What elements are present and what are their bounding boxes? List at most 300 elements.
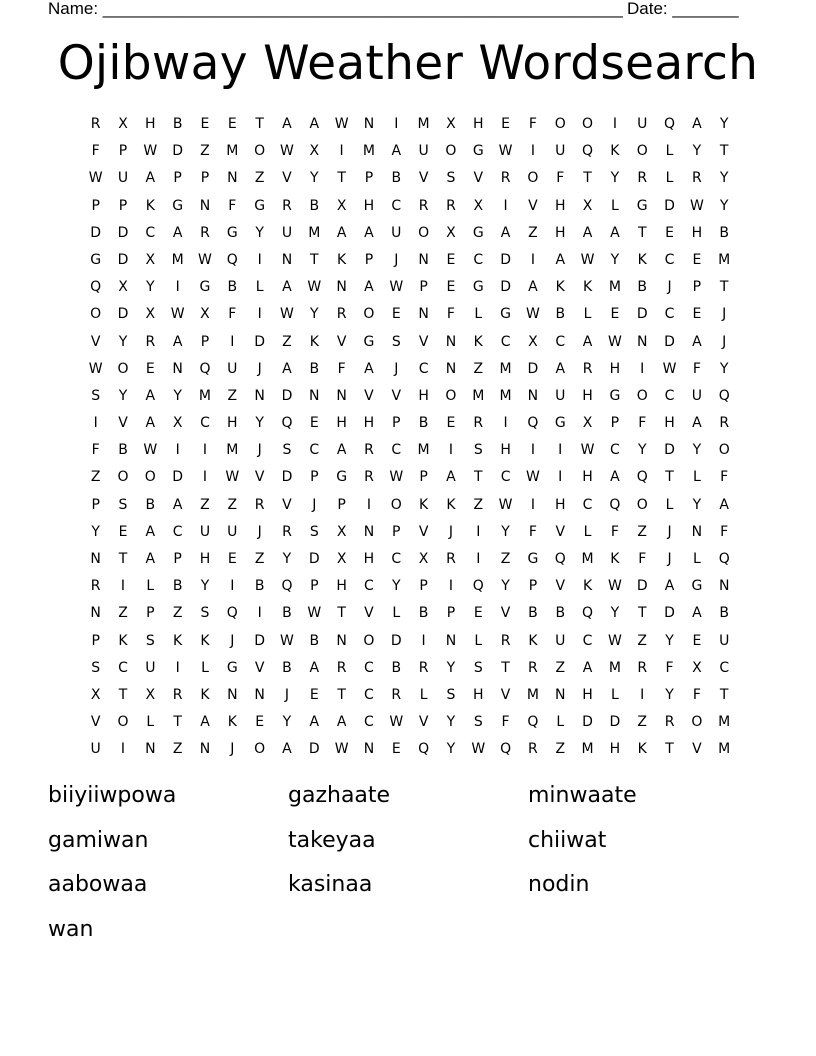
grid-letter: P bbox=[118, 197, 128, 214]
grid-letter: B bbox=[282, 659, 292, 676]
grid-letter: Q bbox=[582, 605, 594, 622]
grid-letter: U bbox=[227, 523, 238, 540]
grid-letter: P bbox=[692, 279, 702, 296]
grid-letter: P bbox=[200, 170, 210, 187]
grid-letter: Y bbox=[391, 578, 401, 595]
grid-letter: T bbox=[665, 469, 674, 486]
grid-letter: V bbox=[282, 170, 292, 187]
grid-letter: B bbox=[418, 415, 429, 432]
grid-row bbox=[82, 193, 738, 220]
grid-letter: R bbox=[391, 686, 402, 703]
grid-letter: U bbox=[145, 659, 156, 676]
grid-letter: W bbox=[498, 143, 513, 160]
grid-letter: M bbox=[472, 387, 485, 404]
grid-row bbox=[82, 220, 738, 247]
grid-row bbox=[82, 138, 738, 165]
grid-letter: Y bbox=[501, 523, 510, 540]
grid-letter: V bbox=[364, 387, 374, 404]
grid-letter: C bbox=[172, 523, 183, 540]
grid-letter: J bbox=[230, 632, 235, 649]
grid-letter: W bbox=[280, 143, 294, 160]
grid-letter: Q bbox=[90, 279, 102, 296]
grid-letter: Y bbox=[200, 578, 210, 595]
grid-letter: Z bbox=[637, 632, 648, 649]
grid-letter: D bbox=[636, 578, 648, 595]
grid-letter: Y bbox=[146, 279, 155, 296]
grid-letter: H bbox=[554, 224, 566, 241]
grid-letter: P bbox=[173, 551, 182, 567]
grid-letter: A bbox=[309, 659, 320, 676]
grid-row bbox=[82, 111, 738, 138]
grid-letter: D bbox=[281, 469, 293, 486]
grid-letter: G bbox=[254, 197, 266, 214]
grid-letter: Q bbox=[281, 415, 293, 432]
grid-letter: H bbox=[554, 197, 566, 214]
grid-letter: H bbox=[582, 387, 593, 404]
grid-letter: W bbox=[389, 279, 404, 296]
grid-letter: V bbox=[118, 415, 128, 432]
grid-letter: H bbox=[336, 578, 347, 595]
grid-letter: T bbox=[637, 224, 647, 241]
grid-letter: W bbox=[280, 306, 294, 323]
grid-letter: U bbox=[691, 387, 702, 404]
grid-letter: B bbox=[145, 496, 156, 513]
grid-letter: U bbox=[555, 143, 566, 160]
grid-letter: C bbox=[391, 442, 402, 459]
grid-row bbox=[82, 247, 738, 274]
grid-letter: W bbox=[143, 442, 158, 459]
grid-letter: R bbox=[90, 116, 101, 132]
grid-letter: Y bbox=[310, 170, 319, 187]
grid-letter: C bbox=[391, 551, 402, 567]
grid-letter: Y bbox=[692, 143, 702, 160]
grid-letter: W bbox=[307, 605, 322, 622]
grid-letter: Z bbox=[118, 605, 128, 622]
grid-letter: N bbox=[418, 306, 429, 323]
grid-letter: S bbox=[391, 333, 401, 350]
grid-letter: W bbox=[170, 306, 185, 323]
grid-letter: A bbox=[555, 360, 566, 377]
grid-letter: L bbox=[392, 605, 401, 622]
grid-letter: L bbox=[583, 306, 592, 323]
grid-letter: N bbox=[363, 116, 375, 132]
grid-row bbox=[82, 383, 738, 410]
grid-letter: T bbox=[473, 469, 483, 486]
grid-letter: J bbox=[448, 523, 453, 540]
grid-letter: T bbox=[337, 686, 346, 703]
grid-letter: R bbox=[446, 197, 456, 214]
grid-letter: Y bbox=[610, 251, 620, 268]
grid-letter: G bbox=[527, 551, 539, 567]
grid-letter: I bbox=[503, 415, 508, 432]
grid-letter: A bbox=[282, 741, 292, 758]
grid-letter: P bbox=[310, 578, 319, 595]
grid-letter: E bbox=[309, 686, 319, 703]
grid-letter: Y bbox=[282, 551, 292, 567]
grid-letter: F bbox=[638, 415, 647, 432]
grid-letter: W bbox=[143, 143, 158, 160]
grid-letter: U bbox=[90, 741, 101, 758]
grid-letter: X bbox=[309, 143, 320, 160]
grid-letter: P bbox=[91, 496, 100, 513]
grid-letter: E bbox=[227, 551, 237, 567]
grid-letter: X bbox=[336, 523, 347, 540]
grid-row bbox=[82, 709, 738, 736]
grid-letter: B bbox=[719, 224, 730, 241]
grid-letter: D bbox=[500, 251, 511, 268]
grid-letter: A bbox=[692, 415, 702, 432]
grid-letter: Y bbox=[446, 714, 456, 731]
word-list-item: minwaate bbox=[528, 783, 637, 808]
grid-letter: V bbox=[418, 523, 429, 540]
grid-letter: A bbox=[555, 251, 566, 268]
grid-letter: Z bbox=[555, 741, 566, 758]
grid-letter: I bbox=[366, 496, 372, 513]
grid-letter: D bbox=[664, 605, 675, 622]
grid-letter: A bbox=[282, 279, 292, 296]
grid-letter: U bbox=[281, 224, 293, 241]
grid-letter: L bbox=[665, 143, 674, 160]
grid-letter: V bbox=[254, 659, 265, 676]
grid-letter: R bbox=[282, 197, 292, 214]
grid-letter: K bbox=[145, 197, 155, 214]
grid-letter: B bbox=[227, 279, 238, 296]
grid-letter: T bbox=[665, 741, 674, 758]
grid-letter: C bbox=[391, 197, 402, 214]
grid-letter: E bbox=[446, 251, 456, 268]
grid-letter: M bbox=[608, 659, 621, 676]
grid-letter: A bbox=[664, 578, 675, 595]
grid-letter: A bbox=[364, 279, 374, 296]
grid-letter: N bbox=[199, 197, 211, 214]
grid-letter: R bbox=[500, 170, 511, 187]
grid-letter: Y bbox=[719, 116, 729, 132]
grid-letter: X bbox=[200, 306, 210, 323]
grid-letter: L bbox=[665, 170, 674, 187]
grid-letter: L bbox=[146, 578, 155, 595]
grid-letter: V bbox=[418, 714, 429, 731]
grid-letter: N bbox=[418, 251, 429, 268]
grid-letter: B bbox=[528, 605, 538, 622]
grid-letter: X bbox=[118, 116, 128, 132]
grid-letter: I bbox=[202, 442, 208, 459]
grid-letter: R bbox=[446, 551, 456, 567]
word-list-item: nodin bbox=[528, 872, 590, 897]
grid-letter: X bbox=[336, 551, 347, 567]
grid-letter: R bbox=[200, 224, 210, 241]
grid-letter: V bbox=[90, 714, 101, 731]
grid-letter: S bbox=[145, 632, 155, 649]
grid-letter: A bbox=[582, 333, 593, 350]
grid-letter: O bbox=[117, 469, 129, 486]
grid-letter: M bbox=[499, 360, 512, 377]
grid-letter: Q bbox=[281, 578, 293, 595]
grid-letter: V bbox=[418, 333, 429, 350]
grid-letter: D bbox=[281, 387, 293, 404]
grid-letter: U bbox=[719, 632, 730, 649]
grid-letter: G bbox=[472, 224, 484, 241]
grid-letter: Q bbox=[554, 551, 566, 567]
grid-letter: Q bbox=[718, 387, 730, 404]
grid-letter: O bbox=[718, 442, 730, 459]
grid-letter: Y bbox=[692, 442, 702, 459]
grid-letter: Q bbox=[718, 551, 730, 567]
grid-letter: W bbox=[198, 251, 212, 268]
grid-letter: Q bbox=[226, 251, 238, 268]
grid-letter: R bbox=[90, 578, 101, 595]
grid-letter: O bbox=[390, 496, 402, 513]
grid-letter: G bbox=[172, 197, 184, 214]
grid-letter: C bbox=[664, 306, 675, 323]
grid-letter: P bbox=[146, 605, 155, 622]
grid-letter: T bbox=[310, 251, 319, 268]
grid-letter: M bbox=[718, 714, 731, 731]
grid-letter: V bbox=[391, 387, 402, 404]
grid-letter: B bbox=[282, 605, 292, 622]
grid-letter: S bbox=[91, 659, 101, 676]
grid-letter: I bbox=[93, 415, 98, 432]
grid-letter: X bbox=[418, 551, 429, 567]
grid-letter: S bbox=[446, 686, 456, 703]
grid-letter: E bbox=[446, 279, 456, 296]
grid-letter: W bbox=[334, 116, 349, 132]
grid-letter: S bbox=[309, 523, 319, 540]
grid-letter: X bbox=[446, 116, 456, 132]
grid-letter: L bbox=[692, 551, 701, 567]
grid-letter: K bbox=[227, 714, 237, 731]
grid-letter: B bbox=[418, 605, 429, 622]
grid-letter: F bbox=[91, 442, 100, 459]
grid-letter: E bbox=[391, 741, 401, 758]
grid-letter: J bbox=[284, 686, 290, 703]
grid-letter: Y bbox=[719, 360, 729, 377]
grid-letter: R bbox=[254, 496, 265, 513]
grid-letter: Q bbox=[472, 578, 484, 595]
grid-letter: A bbox=[282, 116, 292, 132]
grid-letter: J bbox=[394, 251, 399, 268]
grid-letter: S bbox=[473, 659, 483, 676]
grid-letter: E bbox=[692, 632, 702, 649]
grid-letter: H bbox=[691, 224, 703, 241]
grid-letter: K bbox=[200, 632, 210, 649]
grid-letter: G bbox=[609, 387, 621, 404]
grid-letter: A bbox=[336, 442, 347, 459]
grid-letter: H bbox=[664, 415, 675, 432]
grid-letter: F bbox=[528, 116, 537, 132]
grid-letter: E bbox=[255, 714, 265, 731]
grid-letter: P bbox=[91, 197, 100, 214]
grid-letter: G bbox=[472, 143, 484, 160]
grid-letter: D bbox=[308, 741, 320, 758]
header bbox=[48, 0, 748, 20]
grid-letter: U bbox=[637, 116, 648, 132]
grid-letter: I bbox=[503, 197, 508, 214]
grid-letter: T bbox=[501, 659, 510, 676]
grid-letter: M bbox=[718, 251, 731, 268]
grid-letter: V bbox=[692, 741, 702, 758]
grid-letter: M bbox=[362, 143, 375, 160]
grid-letter: N bbox=[555, 686, 566, 703]
grid-letter: V bbox=[555, 523, 566, 540]
grid-letter: O bbox=[363, 306, 375, 323]
grid-letter: W bbox=[389, 469, 404, 486]
grid-letter: K bbox=[309, 333, 319, 350]
grid-letter: A bbox=[446, 469, 456, 486]
grid-letter: F bbox=[720, 523, 729, 540]
grid-letter: Q bbox=[636, 469, 648, 486]
grid-letter: B bbox=[118, 442, 128, 459]
grid-letter: N bbox=[227, 686, 238, 703]
grid-letter: Z bbox=[227, 387, 238, 404]
grid-letter: T bbox=[719, 279, 729, 296]
grid-letter: Z bbox=[528, 224, 538, 241]
grid-letter: R bbox=[582, 360, 593, 377]
grid-letter: G bbox=[226, 659, 238, 676]
grid-letter: Y bbox=[255, 415, 264, 432]
grid-letter: T bbox=[583, 170, 592, 187]
grid-row bbox=[82, 165, 738, 192]
grid-letter: A bbox=[391, 143, 402, 160]
grid-letter: E bbox=[501, 116, 511, 132]
grid-letter: T bbox=[719, 143, 729, 160]
grid-row bbox=[82, 546, 738, 573]
grid-letter: G bbox=[226, 224, 238, 241]
grid-letter: I bbox=[448, 578, 453, 595]
grid-letter: D bbox=[527, 360, 539, 377]
grid-letter: A bbox=[309, 116, 320, 132]
grid-letter: M bbox=[171, 251, 184, 268]
grid-letter: O bbox=[254, 143, 266, 160]
grid-letter: E bbox=[391, 306, 401, 323]
grid-letter: A bbox=[336, 714, 347, 731]
word-list-item: chiiwat bbox=[528, 827, 607, 853]
grid-row bbox=[82, 519, 738, 546]
grid-letter: T bbox=[337, 170, 346, 187]
grid-letter: X bbox=[582, 197, 593, 214]
grid-letter: U bbox=[555, 387, 566, 404]
grid-letter: P bbox=[446, 605, 456, 622]
grid-letter: S bbox=[118, 496, 128, 513]
grid-row bbox=[82, 464, 738, 491]
grid-letter: J bbox=[257, 360, 262, 377]
grid-letter: O bbox=[117, 360, 129, 377]
grid-letter: M bbox=[526, 686, 539, 703]
grid-letter: O bbox=[636, 496, 648, 513]
grid-letter: H bbox=[582, 686, 593, 703]
grid-letter: C bbox=[364, 578, 374, 595]
grid-letter: T bbox=[637, 605, 647, 622]
grid-letter: V bbox=[500, 605, 511, 622]
grid-letter: A bbox=[172, 496, 183, 513]
grid-letter: Y bbox=[118, 387, 128, 404]
grid-letter: A bbox=[528, 279, 538, 296]
grid-letter: V bbox=[418, 170, 429, 187]
grid-letter: Y bbox=[91, 523, 100, 540]
grid-letter: R bbox=[336, 659, 347, 676]
grid-letter: U bbox=[418, 143, 429, 160]
grid-letter: C bbox=[418, 360, 429, 377]
grid-letter: Q bbox=[527, 415, 539, 432]
grid-letter: M bbox=[417, 116, 430, 132]
grid-letter: X bbox=[528, 333, 538, 350]
grid-letter: W bbox=[607, 578, 622, 595]
grid-letter: D bbox=[254, 632, 266, 649]
grid-letter: Z bbox=[473, 360, 484, 377]
grid-letter: O bbox=[636, 143, 648, 160]
grid-letter: N bbox=[227, 170, 238, 187]
grid-letter: N bbox=[145, 741, 156, 758]
grid-letter: N bbox=[691, 523, 703, 540]
grid-letter: A bbox=[582, 659, 593, 676]
grid-letter: K bbox=[555, 279, 565, 296]
grid-letter: L bbox=[474, 306, 483, 323]
grid-letter: H bbox=[472, 116, 484, 132]
grid-letter: F bbox=[501, 714, 510, 731]
grid-letter: A bbox=[610, 469, 620, 486]
grid-letter: I bbox=[175, 279, 180, 296]
grid-letter: F bbox=[228, 197, 237, 214]
grid-letter: Y bbox=[446, 741, 456, 758]
grid-letter: H bbox=[609, 741, 621, 758]
grid-letter: S bbox=[473, 442, 483, 459]
grid-letter: P bbox=[392, 415, 401, 432]
grid-letter: K bbox=[637, 741, 647, 758]
grid-letter: Z bbox=[172, 741, 183, 758]
grid-letter: L bbox=[419, 686, 428, 703]
grid-row bbox=[82, 600, 738, 627]
grid-letter: R bbox=[145, 333, 156, 350]
grid-letter: G bbox=[90, 251, 102, 268]
word-list bbox=[48, 778, 768, 956]
grid-letter: I bbox=[448, 442, 453, 459]
grid-letter: V bbox=[473, 170, 484, 187]
grid-letter: N bbox=[445, 632, 457, 649]
grid-letter: K bbox=[582, 279, 593, 296]
grid-letter: C bbox=[145, 224, 156, 241]
word-list-item: aabowaa bbox=[48, 872, 148, 897]
grid-letter: I bbox=[120, 578, 126, 595]
grid-letter: M bbox=[581, 551, 594, 567]
grid-letter: H bbox=[199, 551, 211, 567]
grid-letter: I bbox=[476, 523, 481, 540]
grid-letter: C bbox=[582, 632, 593, 649]
grid-letter: D bbox=[390, 632, 402, 649]
grid-letter: O bbox=[527, 170, 539, 187]
grid-letter: Y bbox=[719, 170, 729, 187]
grid-letter: A bbox=[692, 605, 702, 622]
grid-letter: J bbox=[257, 523, 262, 540]
grid-letter: V bbox=[528, 197, 538, 214]
grid-letter: L bbox=[610, 197, 619, 214]
grid-letter: J bbox=[722, 306, 727, 323]
grid-letter: K bbox=[446, 496, 456, 513]
grid-letter: Z bbox=[200, 143, 210, 160]
grid-letter: R bbox=[364, 442, 374, 459]
grid-letter: I bbox=[530, 251, 535, 268]
word-list-item: gazhaate bbox=[288, 783, 391, 808]
grid-letter: P bbox=[419, 578, 428, 595]
grid-letter: Q bbox=[199, 360, 211, 377]
grid-letter: W bbox=[525, 469, 540, 486]
grid-letter: G bbox=[500, 306, 512, 323]
grid-letter: G bbox=[554, 415, 566, 432]
grid-letter: E bbox=[692, 251, 702, 268]
grid-letter: Q bbox=[226, 605, 238, 622]
grid-letter: B bbox=[391, 170, 402, 187]
grid-letter: N bbox=[90, 605, 101, 622]
grid-row bbox=[82, 301, 738, 328]
grid-letter: R bbox=[664, 714, 675, 731]
